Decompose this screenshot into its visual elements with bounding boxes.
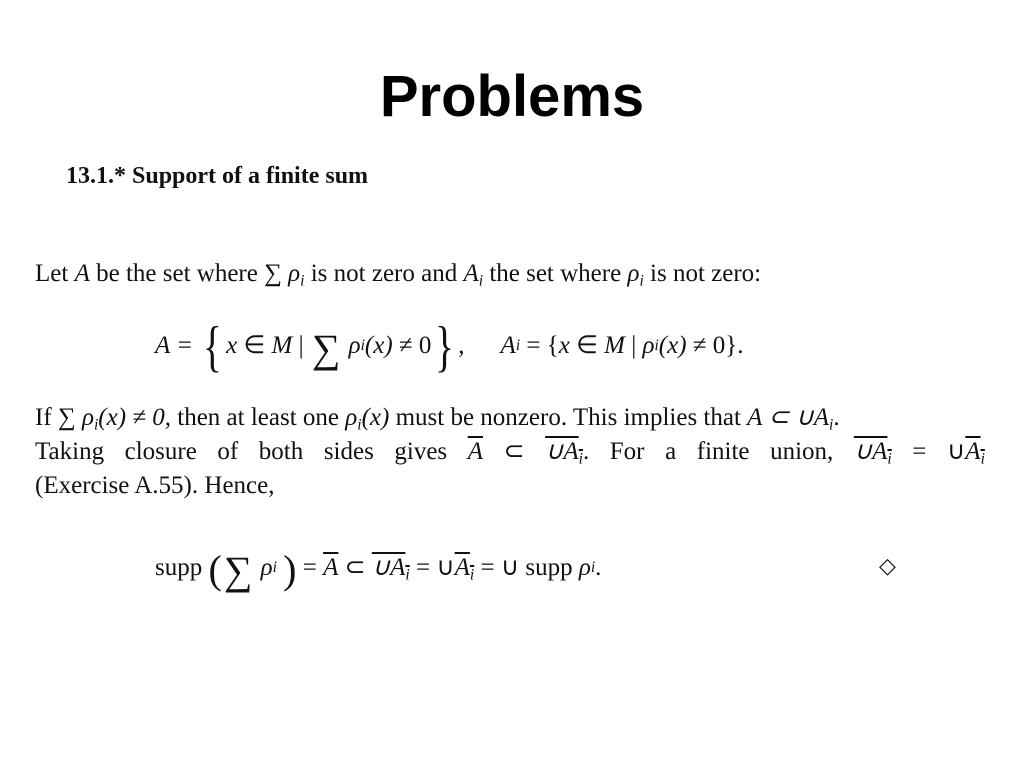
symbol-x: x — [558, 332, 570, 359]
union-closure-Ai — [947, 435, 985, 469]
symbol-A: A — [454, 554, 470, 581]
text-fragment: Let — [35, 260, 75, 287]
eq-lhs: A = — [155, 332, 193, 359]
subscript-i: i — [639, 272, 644, 290]
symbol-rho: ρ — [578, 554, 591, 581]
union-A: ∪A — [371, 554, 406, 581]
symbol-M: M — [604, 332, 625, 359]
argument-x: (x) — [658, 332, 687, 359]
paragraph-intro — [35, 257, 761, 291]
not-equal-zero: ≠ 0 — [692, 332, 726, 359]
sum-symbol: ∑ — [311, 326, 341, 371]
subscript-i: i — [405, 566, 410, 584]
period: . — [833, 404, 840, 431]
word: sides — [323, 438, 374, 465]
closure-union-Ai — [372, 548, 410, 588]
symbol-rho: ρ — [642, 332, 655, 359]
symbol-rho: ρ — [260, 554, 273, 581]
word: finite — [696, 438, 750, 465]
subscript-i: i — [93, 416, 99, 434]
equation-support: supp ( ∑ ρ i ) = $\overline{A}$ ⊂ $\cup A_i$ = ∪ $A_i$ = ∪ supp ρ i . — [155, 547, 602, 593]
not-equal-zero: ≠ 0 — [398, 332, 432, 359]
sum-symbol: ∑ — [264, 260, 282, 287]
paragraph-line-3: (Exercise A.55). Hence, — [35, 472, 275, 499]
subscript-i: i — [887, 450, 892, 468]
closure-A: $\overline{A}$ — [467, 438, 483, 465]
supp-operator: supp — [155, 554, 203, 581]
equation-set-definition: A = { x ∈ M | ∑ ρ i (x) ≠ 0 } , A i = { x ∈ M | ρ i (x) ≠ 0 }. — [155, 316, 744, 378]
subscript-i: i — [980, 450, 985, 468]
set-close-brace: }. — [725, 332, 744, 359]
text-fragment: be the set where — [89, 260, 265, 287]
closure-Ai — [455, 548, 475, 588]
sum-symbol: ∑ — [57, 404, 76, 431]
text-fragment: is not zero: — [643, 260, 762, 287]
closure-union-Ai — [854, 435, 892, 469]
text-fragment: This implies that — [572, 404, 741, 431]
symbol-A: A — [463, 260, 479, 287]
symbol-rho: ρ — [81, 404, 94, 431]
symbol-rho: ρ — [288, 260, 301, 287]
argument-x: (x) — [361, 404, 390, 431]
subset-symbol: ⊂ — [503, 438, 525, 465]
period: . — [582, 438, 590, 465]
word: Taking — [35, 438, 105, 465]
word: of — [217, 438, 239, 465]
left-paren: ( — [208, 547, 222, 592]
left-brace: { — [203, 316, 223, 378]
subscript-i: i — [829, 416, 834, 434]
right-paren: ) — [283, 547, 297, 592]
word: For — [609, 438, 645, 465]
word: both — [258, 438, 304, 465]
right-brace: } — [435, 316, 455, 378]
equals-sign: = — [526, 332, 541, 359]
symbol-A: A — [965, 438, 981, 465]
equals-sign: = — [912, 438, 927, 465]
argument-x: (x) — [364, 332, 393, 359]
paragraph-line-1 — [35, 401, 840, 435]
period: . — [595, 554, 602, 581]
symbol-rho: ρ — [627, 260, 640, 287]
union-A: ∪A — [545, 438, 579, 465]
symbol-rho: ρ — [345, 404, 358, 431]
text-fragment: must be nonzero. — [395, 404, 568, 431]
union-A: ∪A — [853, 438, 888, 465]
closure-union-Ai — [545, 435, 589, 469]
problem-heading: 13.1.* Support of a finite sum — [66, 163, 369, 189]
symbol-A: A — [500, 332, 516, 359]
comma: , — [458, 332, 465, 359]
element-of-symbol: ∈ — [576, 332, 598, 359]
word: gives — [394, 438, 448, 465]
qed-diamond-icon: ◇ — [879, 553, 896, 578]
subscript-i: i — [300, 272, 305, 290]
text-fragment: is not zero and — [304, 260, 464, 287]
paragraph-line-2 — [35, 435, 985, 469]
such-that-bar: | — [298, 332, 304, 359]
set-open-brace: { — [546, 332, 559, 359]
subscript-i: i — [578, 450, 583, 468]
subscript-i: i — [478, 272, 484, 290]
symbol-A: A — [74, 260, 90, 287]
word: closure — [124, 438, 197, 465]
word: a — [665, 438, 677, 465]
such-that-bar: | — [631, 332, 637, 359]
word: union, — [770, 438, 834, 465]
union-symbol: ∪ — [946, 438, 966, 465]
closure-A: $\overline{A}$ — [323, 554, 339, 581]
union-supp: ∪ supp — [500, 554, 573, 581]
subset-expression: A ⊂ ∪A — [747, 404, 830, 431]
subscript-i: i — [357, 416, 362, 434]
sum-symbol: ∑ — [223, 548, 253, 593]
condition-text: (x) ≠ 0, — [98, 404, 172, 431]
symbol-M: M — [271, 332, 293, 359]
slide-title: Problems — [379, 64, 645, 129]
equals-sign: = — [415, 554, 431, 581]
symbol-x: x — [226, 332, 238, 359]
union-symbol: ∪ — [436, 554, 455, 581]
text-fragment: the set where — [483, 260, 628, 287]
text-fragment: If — [35, 404, 52, 431]
equals-sign: = — [302, 554, 317, 581]
symbol-rho: ρ — [348, 332, 361, 359]
subset-symbol: ⊂ — [344, 554, 366, 581]
text-fragment: then at least one — [177, 404, 340, 431]
subscript-i: i — [469, 566, 475, 584]
equals-sign: = — [480, 554, 495, 581]
element-of-symbol: ∈ — [243, 332, 266, 359]
